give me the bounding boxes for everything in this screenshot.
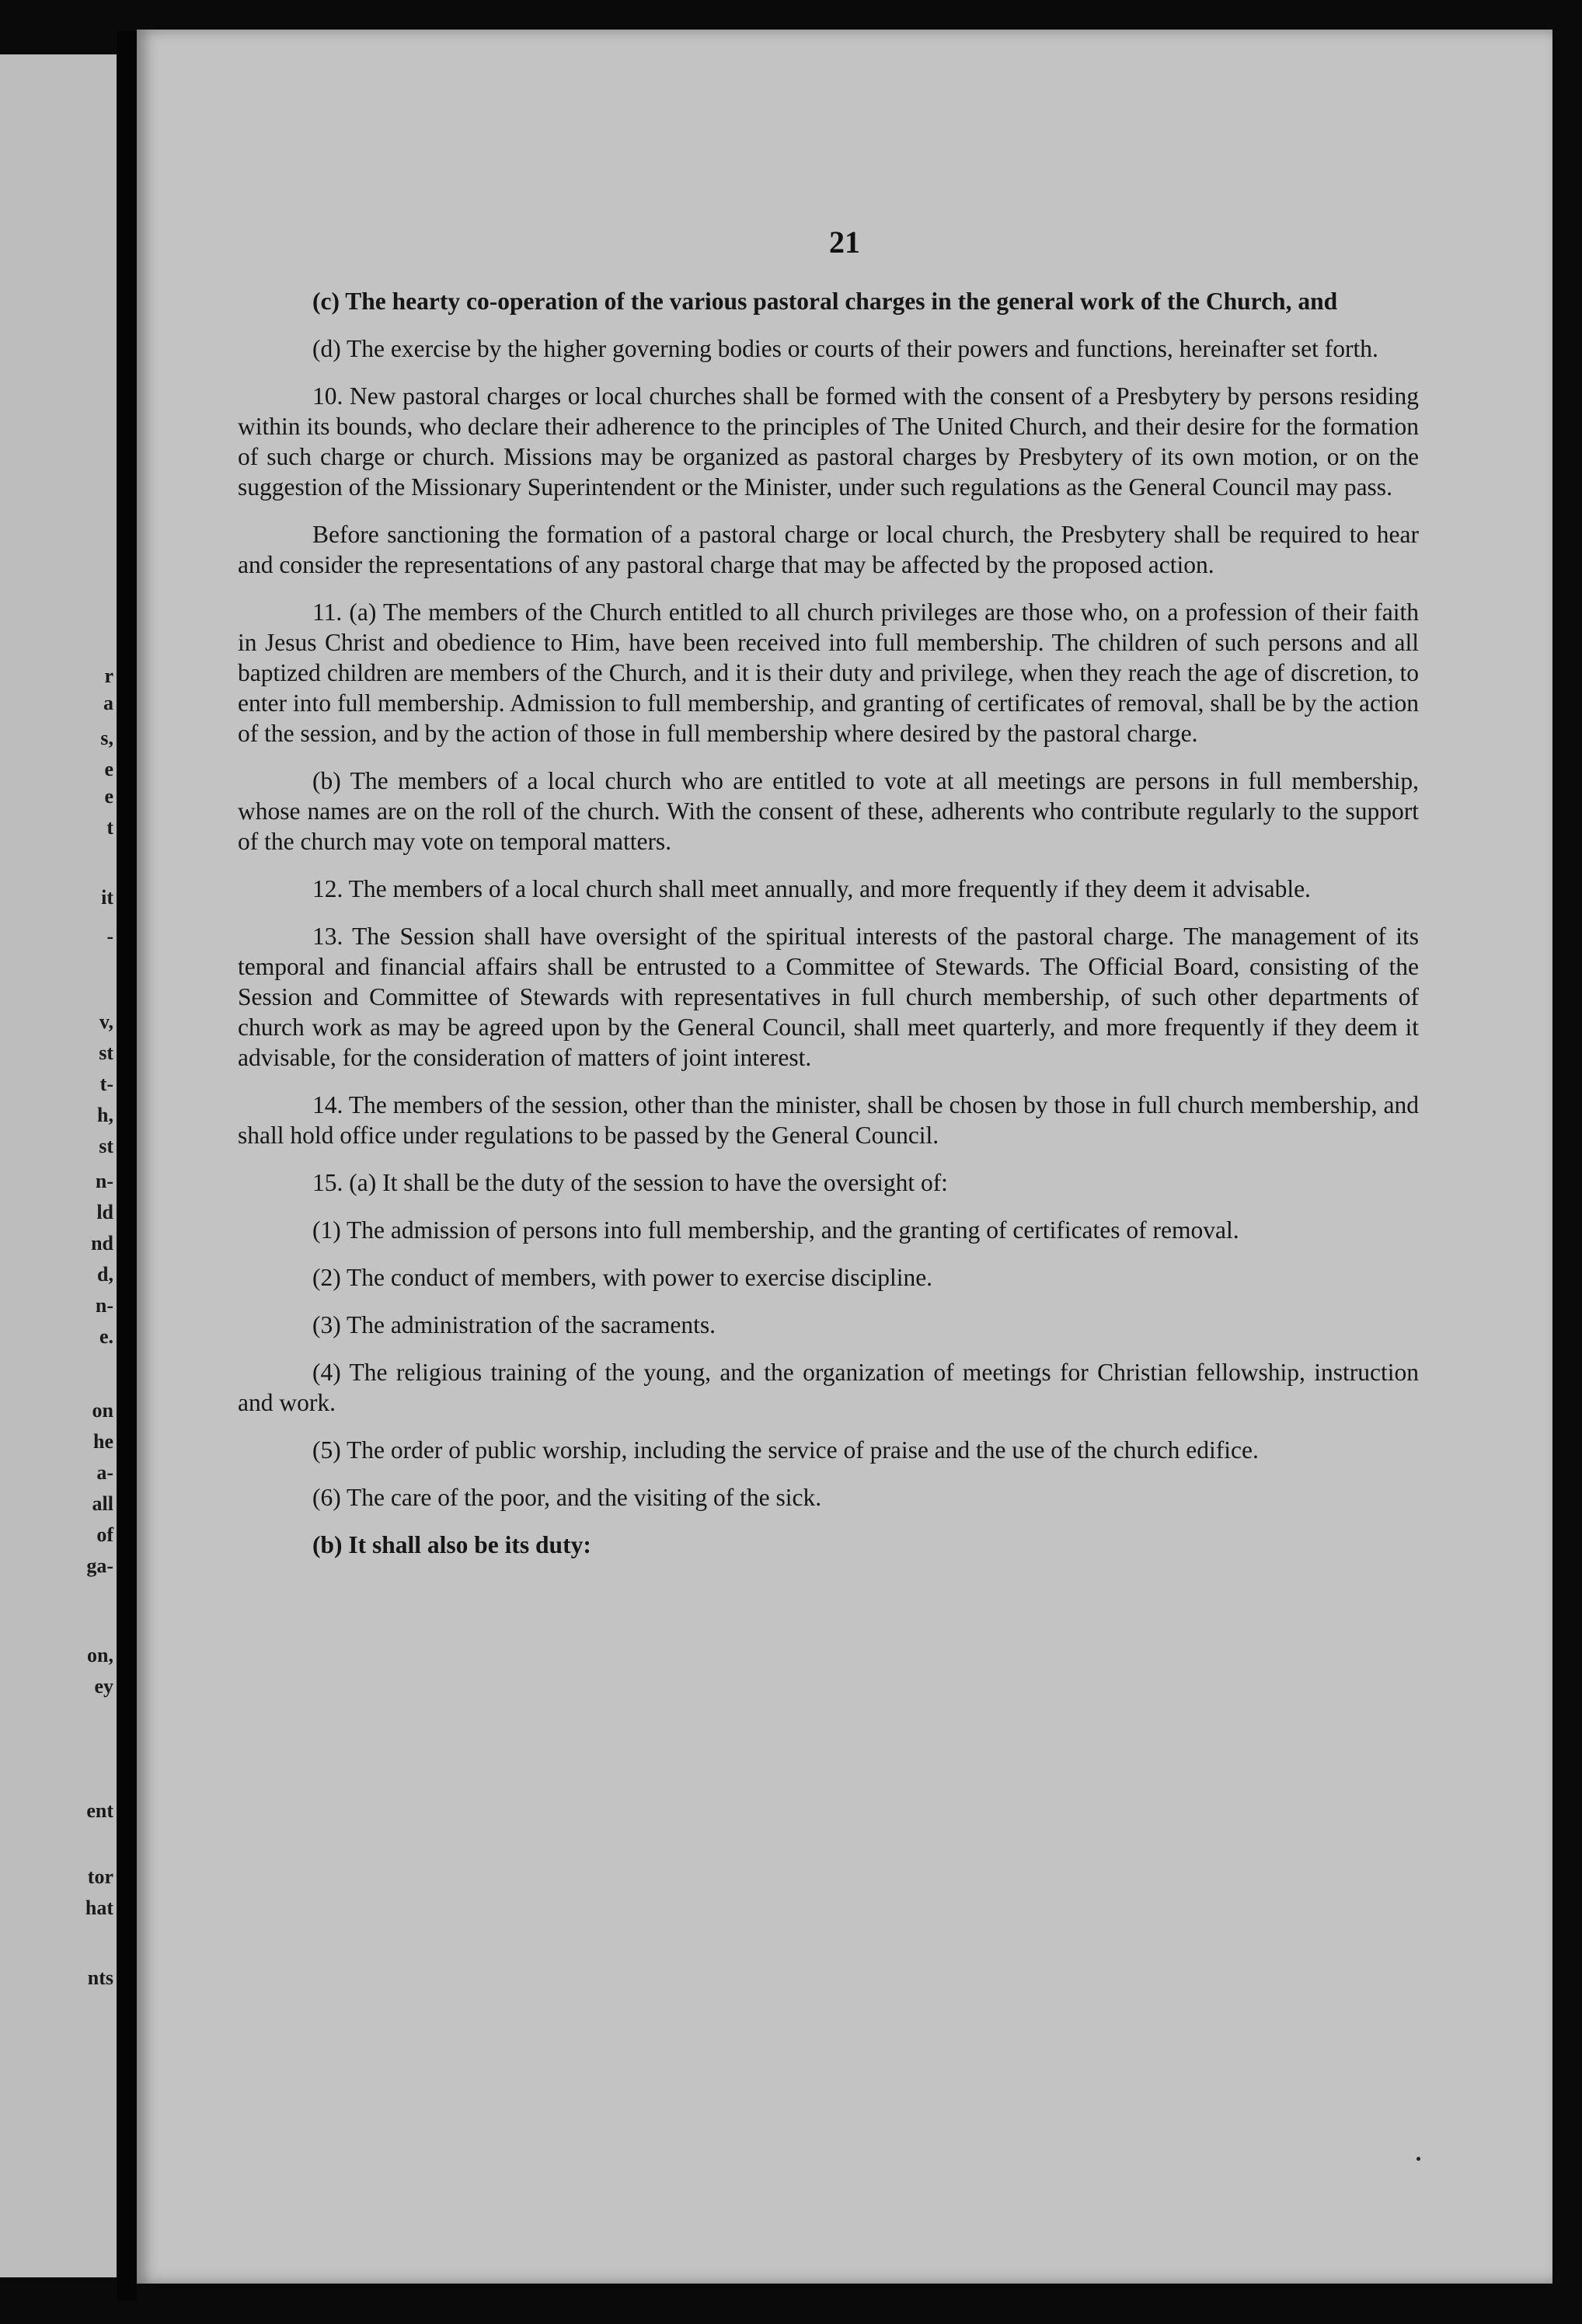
paragraph: (6) The care of the poor, and the visiting of the sick. (312, 1484, 822, 1511)
facing-page-fragment: t (106, 816, 113, 839)
facing-page-fragment: a- (96, 1461, 113, 1484)
facing-page-fragment: e. (99, 1325, 113, 1348)
paragraph: (1) The admission of persons into full membership, and the granting of certificates of removal. (312, 1216, 1239, 1244)
paragraph: 14. The members of the session, other than the minister, shall be chosen by those in full church membership, and shall hold office under regulations to be passed by the General Council. (238, 1091, 1419, 1149)
paragraph: (2) The conduct of members, with power to exercise discipline. (312, 1264, 933, 1291)
facing-page-fragment: he (93, 1430, 113, 1453)
facing-page-fragment: d, (97, 1263, 113, 1286)
facing-page-fragment: on (92, 1399, 113, 1422)
facing-page-fragment: nd (91, 1232, 113, 1254)
facing-page-fragment: st (99, 1042, 113, 1064)
facing-page-fragment: a (103, 692, 113, 714)
facing-page-fragment: on, (87, 1644, 113, 1666)
facing-page-fragment: st (99, 1135, 113, 1157)
facing-page-fragment: e (104, 785, 113, 808)
paragraph: (d) The exercise by the higher governing bodies or courts of their powers and functions, hereinafter set forth. (312, 335, 1378, 362)
paragraph: 12. The members of a local church shall meet annually, and more frequently if they deem it advisable. (312, 875, 1311, 902)
body-text (238, 286, 1419, 1577)
facing-page-fragment: ga- (86, 1555, 113, 1577)
facing-page-fragment: - (106, 925, 113, 947)
scan-right-edge (1552, 23, 1582, 2301)
facing-page-fragment: t- (99, 1073, 113, 1095)
paragraph: (c) The hearty co-operation of the various pastoral charges in the general work of the Church, and (312, 288, 1338, 315)
facing-page-fragment: of (96, 1523, 113, 1546)
paragraph: 11. (a) The members of the Church entitled to all church privileges are those who, on a profession of their faith in Jesus Christ and obedience to Him, have been received into full membership. The children of such persons and all baptized children are members of the Church, and it is their duty and privilege, when they reach the age of discretion, to enter into full membership. Admission to full membership, and granting of certificates of removal, shall be by the action of the session, and by the action of those in full membership where desired by the pastoral charge. (238, 598, 1419, 747)
paragraph: (4) The religious training of the young, and the organization of meetings for Christian fellowship, instruction and work. (238, 1359, 1419, 1416)
facing-page-fragment: r (104, 665, 113, 687)
facing-page-fragment: ey (94, 1675, 113, 1698)
paragraph: (5) The order of public worship, including the service of praise and the use of the church edifice. (312, 1436, 1259, 1464)
page-number: 21 (829, 225, 860, 260)
facing-page-fragment: n- (95, 1170, 113, 1192)
facing-page-strip (0, 54, 117, 2277)
facing-page-fragment: tor (87, 1865, 113, 1888)
paragraph: (3) The administration of the sacraments. (312, 1311, 716, 1338)
paragraph: (b) The members of a local church who are entitled to vote at all meetings are persons in full membership, whose names are on the roll of the church. With the consent of these, adherents who contribute regularly to the support of the church may vote on temporal matters. (238, 767, 1419, 855)
facing-page-fragment: it (101, 886, 113, 909)
facing-page-fragment: e (104, 758, 113, 780)
paragraph: 13. The Session shall have oversight of the spiritual interests of the pastoral charge. The management of its temporal and financial affairs shall be entrusted to a Committee of Stewards. The Official Board, consisting of the Session and Committee of Stewards with representatives in full church membership, of such other departments of church work as may be agreed upon by the General Council, shall meet quarterly, and more frequently if they deem it advisable, for the consideration of matters of joint interest. (238, 923, 1419, 1071)
facing-page-fragment: ld (96, 1201, 113, 1223)
facing-page-fragment: n- (95, 1294, 113, 1317)
paragraph: 10. New pastoral charges or local churches shall be formed with the consent of a Presbytery by persons residing within its bounds, who declare their adherence to the principles of The United Church, and their desire for the formation of such charge or church. Missions may be organized as pastoral charges by Presbytery of its own motion, or on the suggestion of the Missionary Superintendent or the Minister, under such regulations as the General Council may pass. (238, 382, 1419, 501)
facing-page-fragment: hat (85, 1897, 113, 1919)
paragraph: Before sanctioning the formation of a pastoral charge or local church, the Presbytery shall be required to hear and consider the representations of any pastoral charge that may be affected by the proposed action. (238, 521, 1419, 578)
stray-mark (1416, 2157, 1420, 2161)
paragraph: (b) It shall also be its duty: (312, 1531, 591, 1558)
paragraph: 15. (a) It shall be the duty of the session to have the oversight of: (312, 1169, 948, 1196)
facing-page-fragment: all (92, 1492, 113, 1515)
facing-page-fragment: h, (97, 1104, 113, 1126)
facing-page-fragment: nts (87, 1966, 113, 1989)
binding-gutter (117, 31, 137, 2301)
document-page (137, 30, 1552, 2284)
facing-page-fragment: v, (99, 1010, 113, 1033)
facing-page-fragment: ent (86, 1799, 113, 1822)
facing-page-fragment: s, (100, 727, 113, 749)
